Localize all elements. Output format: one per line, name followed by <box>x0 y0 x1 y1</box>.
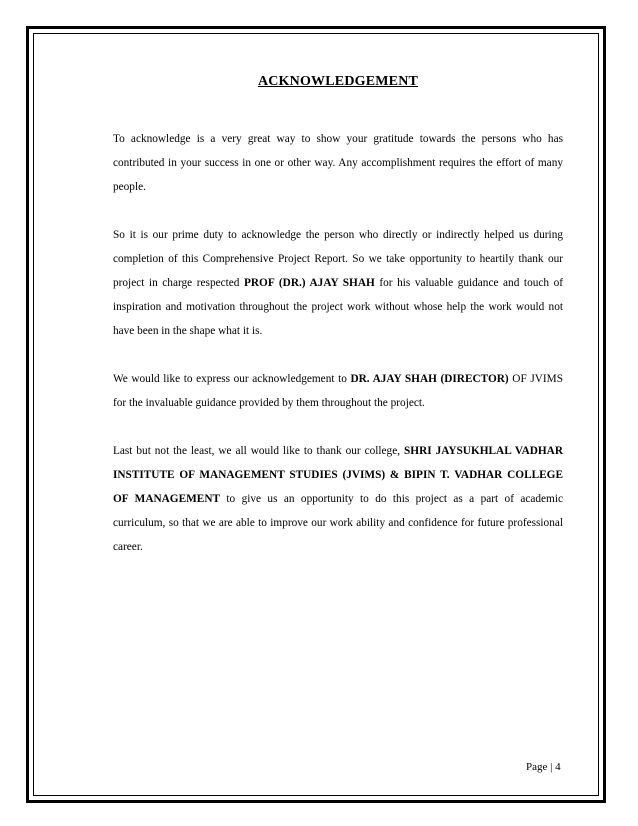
paragraph-3-text-b: OF JVIMS for the invaluable guidance provided by them throughout the project. <box>113 373 563 409</box>
page-number: Page | 4 <box>526 761 561 773</box>
paragraph-2-text-b: for his valuable guidance and touch of inspiration and motivation throughout the project work without whose help the work would not have been in the shape what it is. <box>113 277 564 337</box>
paragraph-3-bold-name: DR. AJAY SHAH (DIRECTOR) <box>350 373 509 385</box>
page-content <box>113 74 563 583</box>
paragraph-4 <box>113 439 563 559</box>
paragraph-3-text-a: We would like to express our acknowledgement to <box>113 373 351 385</box>
paragraph-3 <box>113 367 563 415</box>
paragraph-2 <box>113 223 563 343</box>
paragraph-4-text-b: to give us an opportunity to do this project as a part of academic curriculum, so that we are able to improve our work ability and confidence for future professional career. <box>113 493 563 553</box>
paragraph-2-bold-name: PROF (DR.) AJAY SHAH <box>244 277 375 289</box>
page-title: ACKNOWLEDGEMENT <box>257 74 419 89</box>
paragraph-4-text-a: Last but not the least, we all would like to thank our college, <box>113 445 404 457</box>
paragraph-1-text: To acknowledge is a very great way to show your gratitude towards the persons who has contributed in your success in one or other way. Any accomplishment requires the effort of many people. <box>113 133 563 193</box>
paragraph-2-text-a: So it is our prime duty to acknowledge the person who directly or indirectly helped us during completion of this Comprehensive Project Report. So we take opportunity to heartily thank our project in charge respected <box>113 229 563 289</box>
paragraph-4-bold-college: SHRI JAYSUKHLAL VADHAR INSTITUTE OF MANAGEMENT STUDIES (JVIMS) & BIPIN T. VADHAR COLLEGE OF MANAGEMENT <box>113 445 563 505</box>
paragraph-1 <box>113 127 563 199</box>
